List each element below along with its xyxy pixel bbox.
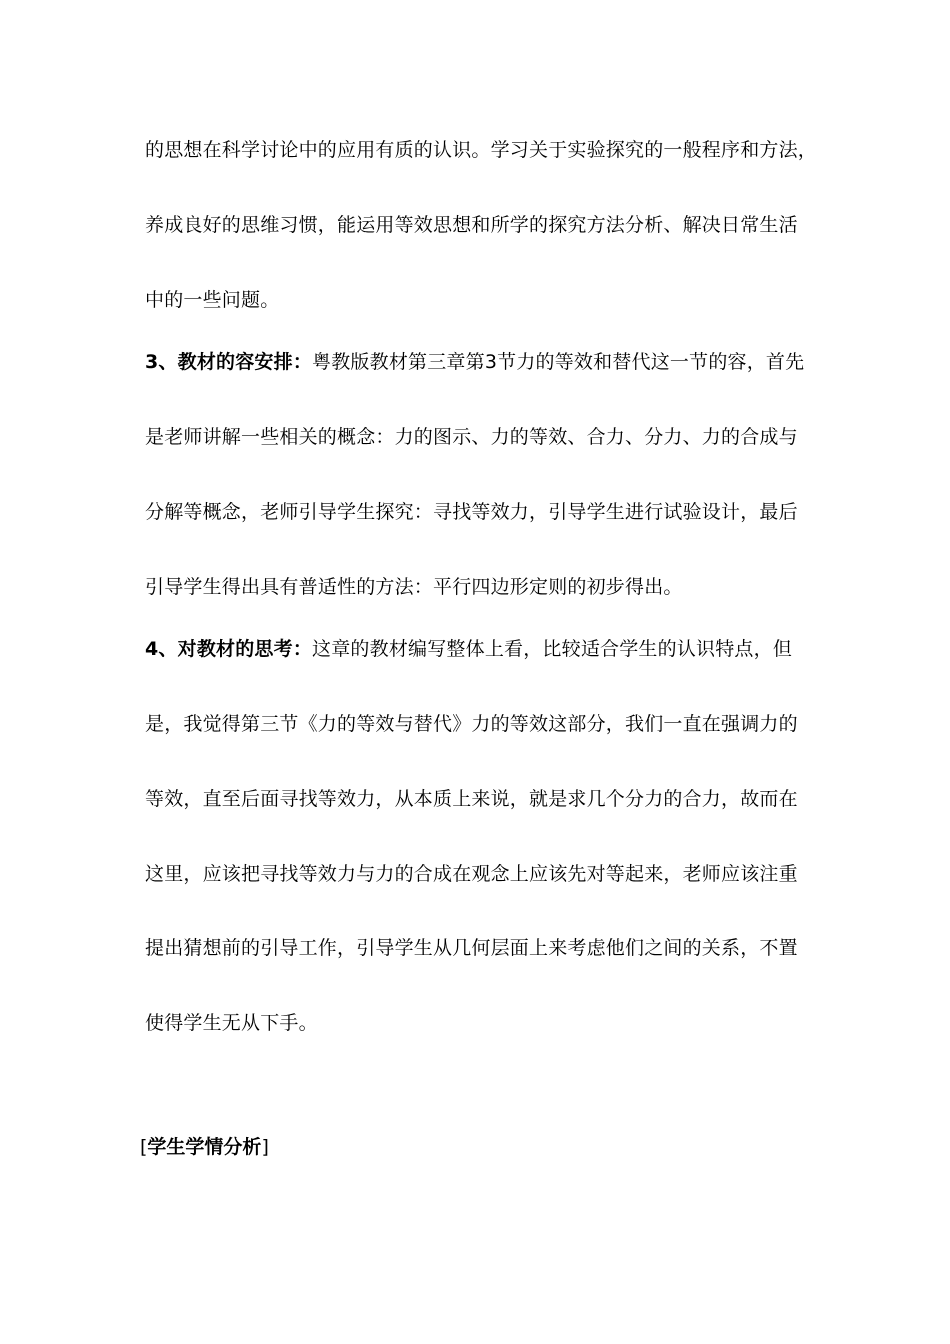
paragraph-line: 的思想在科学讨论中的应用有质的认识。学习关于实验探究的一般程序和方法， xyxy=(145,139,818,161)
paragraph-line: 中的一些问题。 xyxy=(145,289,280,311)
open-bracket: [ xyxy=(140,1136,148,1158)
item4-first-line xyxy=(145,636,825,662)
item4-line: 等效，直至后面寻找等效力，从本质上来说，就是求几个分力的合力，故而在 xyxy=(145,788,798,810)
item3-line: 引导学生得出具有普适性的方法：平行四边形定则的初步得出。 xyxy=(145,576,683,598)
item4-line: 使得学生无从下手。 xyxy=(145,1012,318,1034)
item3-text: 粤教版教材第三章第3节力的等效和替代这一节的容，首先 xyxy=(312,351,805,373)
item3-label: 3、教材的容安排： xyxy=(145,351,313,373)
item4-label: 4、对教材的思考： xyxy=(145,638,313,660)
close-bracket: ] xyxy=(261,1136,269,1158)
item3-first-line xyxy=(145,349,825,375)
item4-line: 是，我觉得第三节《力的等效与替代》力的等效这部分，我们一直在强调力的 xyxy=(145,713,798,735)
item3-line: 分解等概念，老师引导学生探究：寻找等效力，引导学生进行试验设计，最后 xyxy=(145,501,798,523)
item4-line: 这里，应该把寻找等效力与力的合成在观念上应该先对等起来，老师应该注重 xyxy=(145,863,798,885)
item3-line: 是老师讲解一些相关的概念：力的图示、力的等效、合力、分力、力的合成与 xyxy=(145,426,798,448)
section-heading xyxy=(140,1134,269,1160)
paragraph-line: 养成良好的思维习惯，能运用等效思想和所学的探究方法分析、解决日常生活 xyxy=(145,214,798,236)
item4-text: 这章的教材编写整体上看，比较适合学生的认识特点，但 xyxy=(312,638,793,660)
item4-line: 提出猜想前的引导工作，引导学生从几何层面上来考虑他们之间的关系，不置 xyxy=(145,937,798,959)
section-title: 学生学情分析 xyxy=(147,1136,262,1158)
